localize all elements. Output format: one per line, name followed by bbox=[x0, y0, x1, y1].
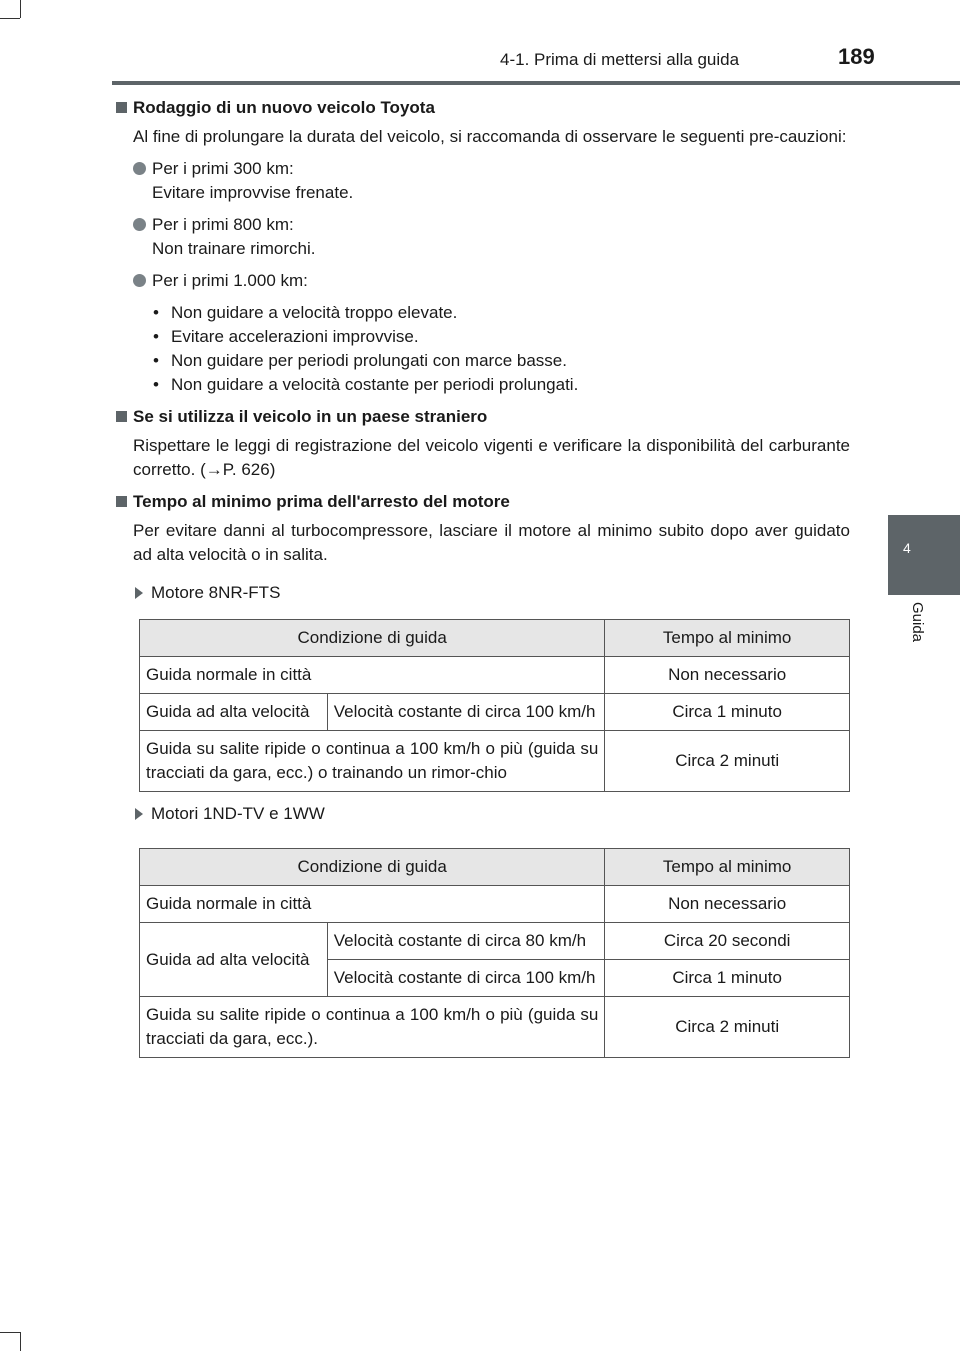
triangle-bullet-icon bbox=[135, 808, 143, 820]
engine-heading: Motore 8NR-FTS bbox=[133, 581, 850, 605]
page-content bbox=[116, 96, 850, 1058]
idle-time-table-1nd bbox=[139, 848, 850, 1058]
table-row bbox=[140, 657, 850, 694]
table-cell: Non necessario bbox=[605, 886, 850, 923]
bullet-item: Per i primi 800 km: Non trainare rimorchi. bbox=[133, 213, 850, 261]
table-cell: Velocità costante di circa 100 km/h bbox=[327, 960, 605, 997]
circle-bullet-icon bbox=[133, 274, 146, 287]
table-header-row bbox=[140, 620, 850, 657]
paragraph: Per evitare danni al turbocompressore, lasciare il motore al minimo subito dopo aver guidato ad alta velocità o in salita. bbox=[133, 521, 850, 564]
chapter-number: 4 bbox=[903, 540, 911, 556]
table-cell: Non necessario bbox=[605, 657, 850, 694]
table-header-row bbox=[140, 849, 850, 886]
engine-heading: Motori 1ND-TV e 1WW bbox=[133, 802, 850, 826]
table-header-cell: Condizione di guida bbox=[140, 849, 605, 886]
chapter-label: Guida bbox=[909, 602, 926, 643]
crop-mark bbox=[0, 18, 20, 19]
square-bullet-icon bbox=[116, 411, 127, 422]
sub-list bbox=[153, 301, 850, 397]
table-row bbox=[140, 731, 850, 792]
section-title: Se si utilizza il veicolo in un paese straniero bbox=[116, 405, 850, 429]
table-header-cell: Tempo al minimo bbox=[605, 620, 850, 657]
table-header-cell: Tempo al minimo bbox=[605, 849, 850, 886]
table-row bbox=[140, 997, 850, 1058]
table-cell: Velocità costante di circa 100 km/h bbox=[327, 694, 605, 731]
square-bullet-icon bbox=[116, 496, 127, 507]
bullet-item: Per i primi 1.000 km: bbox=[133, 269, 850, 293]
list-item: • Non guidare a velocità troppo elevate. bbox=[153, 301, 850, 325]
table-cell: Circa 20 secondi bbox=[605, 923, 850, 960]
crop-mark bbox=[20, 1332, 21, 1351]
table-row bbox=[140, 923, 850, 960]
table-cell: Circa 2 minuti bbox=[605, 997, 850, 1058]
bullet-item: Per i primi 300 km: Evitare improvvise frenate. bbox=[133, 157, 850, 205]
chapter-tab bbox=[888, 515, 960, 595]
table-cell: Guida ad alta velocità bbox=[140, 923, 328, 997]
table-cell: Circa 1 minuto bbox=[605, 960, 850, 997]
table-cell: Guida su salite ripide o continua a 100 km/h o più (guida su tracciati da gara, ecc.). bbox=[140, 997, 605, 1058]
list-item: • Evitare accelerazioni improvvise. bbox=[153, 325, 850, 349]
crop-mark bbox=[20, 0, 21, 18]
table-row bbox=[140, 694, 850, 731]
triangle-bullet-icon bbox=[135, 587, 143, 599]
table-cell: Velocità costante di circa 80 km/h bbox=[327, 923, 605, 960]
section-title: Rodaggio di un nuovo veicolo Toyota bbox=[116, 96, 850, 120]
circle-bullet-icon bbox=[133, 218, 146, 231]
section-title: Tempo al minimo prima dell'arresto del motore bbox=[116, 490, 850, 514]
section-header: 4-1. Prima di mettersi alla guida bbox=[500, 50, 740, 69]
list-item: • Non guidare a velocità costante per periodi prolungati. bbox=[153, 373, 850, 397]
header-rule bbox=[112, 81, 960, 85]
table-row bbox=[140, 886, 850, 923]
table-cell: Guida ad alta velocità bbox=[140, 694, 328, 731]
table-cell: Guida normale in città bbox=[140, 657, 605, 694]
table-cell: Guida normale in città bbox=[140, 886, 605, 923]
crop-mark bbox=[0, 1332, 20, 1333]
table-header-cell: Condizione di guida bbox=[140, 620, 605, 657]
circle-bullet-icon bbox=[133, 162, 146, 175]
list-item: • Non guidare per periodi prolungati con marce basse. bbox=[153, 349, 850, 373]
paragraph: Al fine di prolungare la durata del veicolo, si raccomanda di osservare le seguenti pre-cauzioni: bbox=[133, 127, 847, 146]
table-cell: Circa 1 minuto bbox=[605, 694, 850, 731]
paragraph: Rispettare le leggi di registrazione del veicolo vigenti e verificare la disponibilità del carburante corretto. (→P. 626) bbox=[133, 436, 850, 479]
page-number: 189 bbox=[838, 44, 875, 69]
table-cell: Guida su salite ripide o continua a 100 km/h o più (guida su tracciati da gara, ecc.) o trainando un rimor-chio bbox=[140, 731, 605, 792]
idle-time-table-8nr bbox=[139, 619, 850, 792]
square-bullet-icon bbox=[116, 102, 127, 113]
table-cell: Circa 2 minuti bbox=[605, 731, 850, 792]
